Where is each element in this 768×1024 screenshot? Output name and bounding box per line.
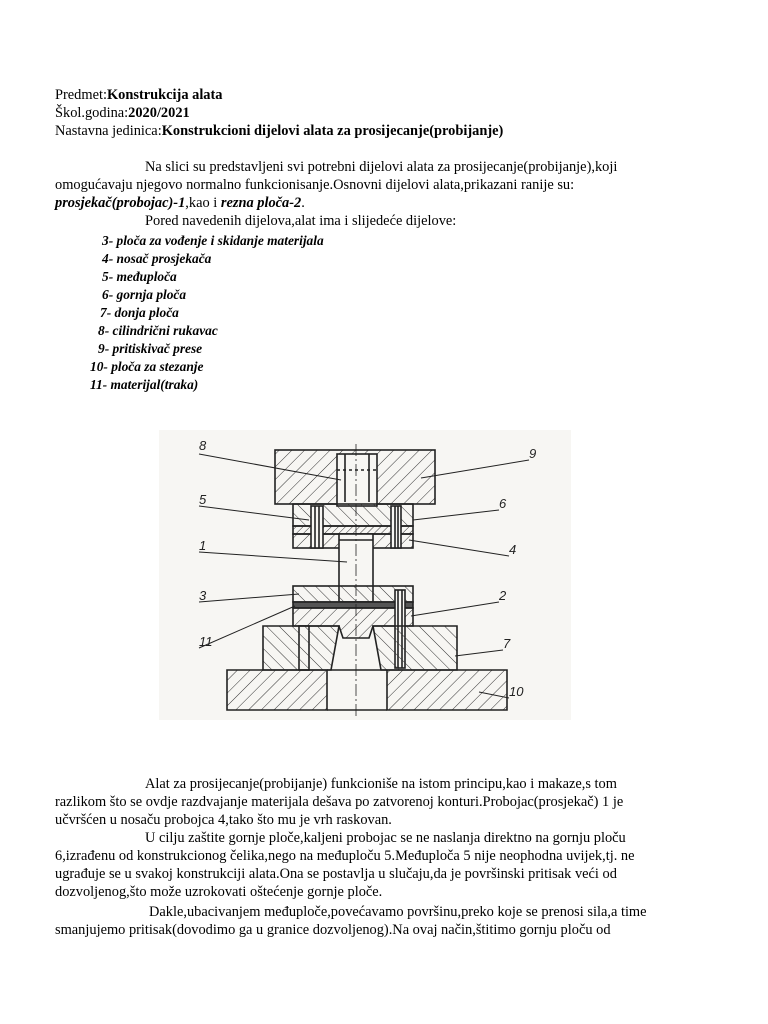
intro-line-1: Na slici su predstavljeni svi potrebni dijelovi alata za prosijecanje(probijanje),koji [145,159,618,175]
clamping-plate-10 [227,670,507,710]
body-p1-line-2: razlikom što se ovdje razdvajanje materijala dešava po zatvorenoj konturi.Probojac(prosjekač) 1 je [55,794,624,810]
part-4: 4- nosač prosjekača [102,251,212,266]
school-year-label: Škol.godina: [55,105,129,121]
punching-tool-svg [159,430,571,720]
body-p2-line-2: 6,izrađenu od konstrukcionog čelika,nego na međuploču 5.Međuploča 5 nije neophodna uvijek,tj. ne [55,848,635,864]
shank-8 [337,454,377,506]
subject-value: Konstrukcija alata [106,87,223,103]
part-11: 11- materijal(traka) [90,377,199,392]
upper-bolt-right [391,506,401,548]
school-year-line [55,104,190,122]
figure-label-9: 9 [529,446,537,461]
part-8: 8- cilindrični rukavac [98,323,218,338]
body-p2-line-3: ugrađuje se u svakoj konstrukciji alata.Ona se postavlja u slučaju,da je površinski pritisak veći od [55,866,617,882]
subject-label: Predmet: [55,87,107,103]
figure-label-2: 2 [499,588,507,603]
intro-line-4: Pored navedenih dijelova,alat ima i slijedeće dijelove: [145,213,457,229]
body-p2-line-1: U cilju zaštite gornje ploče,kaljeni probojac se ne naslanja direktno na gornju ploču [145,830,626,846]
figure-label-11: 11 [199,634,213,649]
figure-label-7: 7 [503,636,511,651]
intro-connector: ,kao i [185,195,221,211]
figure-label-5: 5 [199,492,207,507]
part-9: 9- pritiskivač prese [98,341,203,356]
figure-label-3: 3 [199,588,207,603]
body-p3-line-1: Dakle,ubacivanjem međuploče,povećavamo površinu,preko koje se prenosi sila,a time [149,904,647,920]
punching-tool-drawing [159,430,571,720]
figure-label-4: 4 [509,542,517,557]
teaching-unit-value: Konstrukcioni dijelovi alata za prosijecanje(probijanje) [161,123,504,139]
subject-line [55,86,223,104]
teaching-unit-label: Nastavna jedinica: [55,123,162,139]
upper-bolt-left [311,506,323,548]
body-p3-line-2: smanjujemo pritisak(dovodimo ga u granice dozvoljenog).Na ovaj način,štitimo gornju ploču od [55,922,611,938]
figure-label-1: 1 [199,538,207,553]
body-p1-line-3: učvršćen u nosaču probojca 4,tako što mu je vrh raskovan. [55,812,392,828]
part-6: 6- gornja ploča [102,287,187,302]
intro-period: . [301,195,305,211]
part-7: 7- donja ploča [100,305,179,320]
intro-line-3 [55,194,305,212]
school-year-value: 2020/2021 [128,105,190,121]
body-p2-line-4: dozvoljenog,što može uzrokovati oštećenje gornje ploče. [55,884,383,900]
figure-label-8: 8 [199,438,207,453]
part-3: 3- ploča za vođenje i skidanje materijala [102,233,324,248]
body-p1-line-1: Alat za prosijecanje(probijanje) funkcioniše na istom principu,kao i makaze,s tom [145,776,617,792]
part-5: 5- međuploča [102,269,177,284]
figure-label-6: 6 [499,496,507,511]
die-plate-term: rezna ploča-2 [220,195,302,211]
figure-label-10: 10 [509,684,524,699]
teaching-unit-line [55,122,503,140]
part-10: 10- ploča za stezanje [90,359,204,374]
punch-term: prosjekač(probojac)-1 [55,195,186,211]
intro-line-2: omogućavaju njegovo normalno funkcionisanje.Osnovni dijelovi alata,prikazani ranije su: [55,177,575,193]
